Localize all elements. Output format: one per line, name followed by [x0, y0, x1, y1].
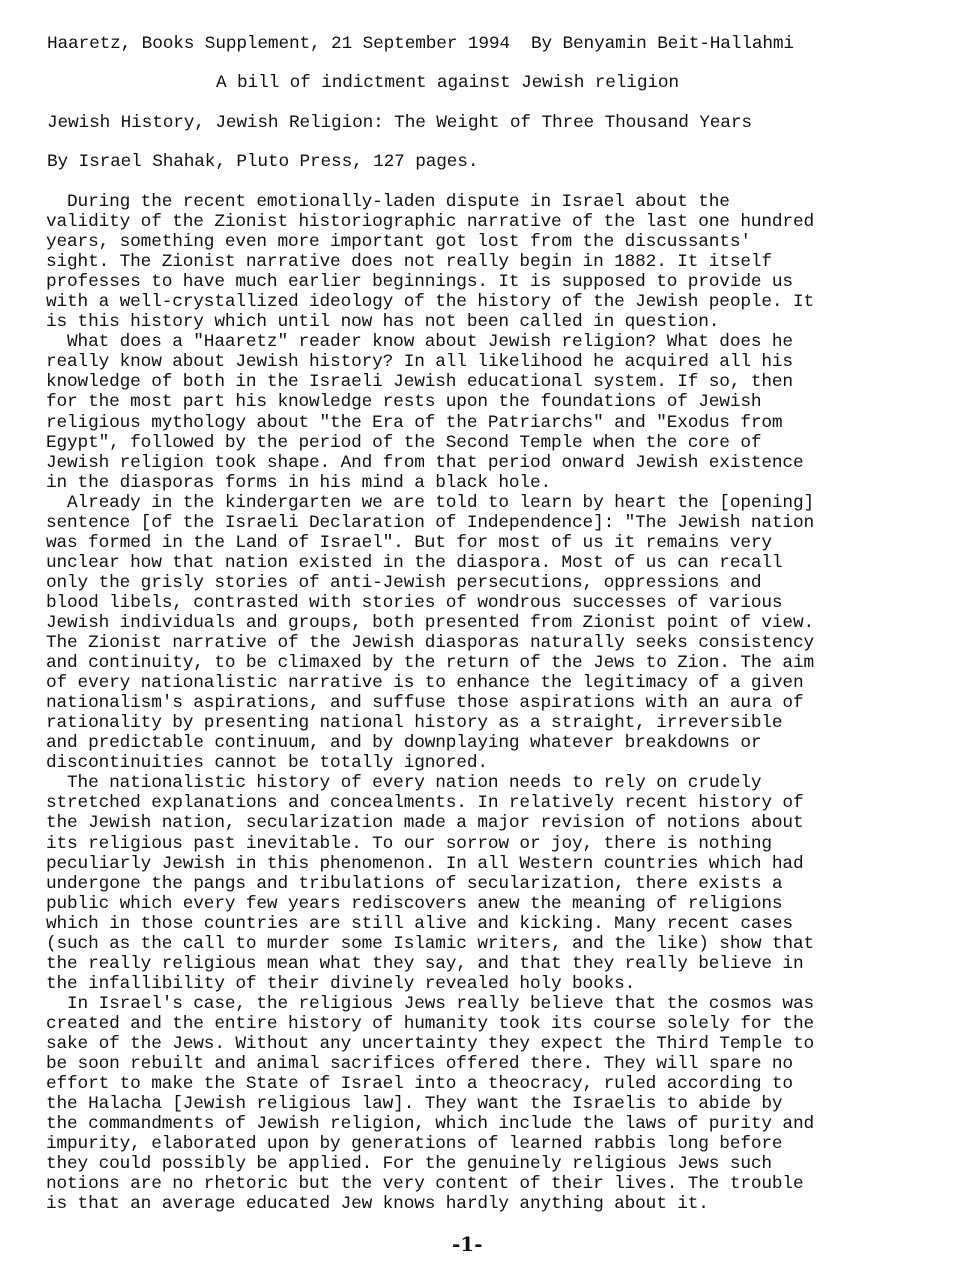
body-line: was formed in the Land of Israel". But for most of us it remains very	[46, 532, 772, 553]
body-line: rationality by presenting national history as a straight, irreversible	[46, 713, 783, 734]
body-line: they could possibly be applied. For the genuinely religious Jews such	[46, 1154, 772, 1175]
body-line: the Jewish nation, secularization made a major revision of notions about	[46, 813, 804, 834]
body-line: sake of the Jews. Without any uncertainty they expect the Third Temple to	[46, 1033, 814, 1054]
body-line: During the recent emotionally-laden dispute in Israel about the	[46, 192, 730, 212]
book-author: By Israel Shahak, Pluto Press, 127 pages.	[47, 152, 479, 172]
body-line: The nationalistic history of every nation needs to rely on crudely	[46, 773, 762, 794]
body-line: the Halacha [Jewish religious law]. They want the Israelis to abide by	[46, 1094, 783, 1115]
body-line: effort to make the State of Israel into a theocracy, ruled according to	[46, 1074, 793, 1095]
article-title: A bill of indictment against Jewish religion	[216, 73, 679, 93]
body-line: sentence [of the Israeli Declaration of Independence]: "The Jewish nation	[46, 512, 814, 533]
body-line: peculiarly Jewish in this phenomenon. In all Western countries which had	[46, 853, 804, 874]
body-line: which in those countries are still alive and kicking. Many recent cases	[46, 913, 793, 934]
body-line: nationalism's aspirations, and suffuse those aspirations with an aura of	[46, 693, 804, 714]
body-line: validity of the Zionist historiographic narrative of the last one hundred	[46, 212, 814, 233]
body-line: What does a "Haaretz" reader know about Jewish religion? What does he	[46, 332, 793, 353]
body-line: sight. The Zionist narrative does not really begin in 1882. It itself	[46, 252, 772, 273]
body-line: knowledge of both in the Israeli Jewish educational system. If so, then	[46, 372, 793, 393]
body-line: for the most part his knowledge rests upon the foundations of Jewish	[46, 392, 762, 413]
body-line: years, something even more important got lost from the discussants'	[46, 232, 751, 253]
body-line: in the diasporas forms in his mind a black hole.	[46, 472, 551, 493]
body-line: impurity, elaborated upon by generations of learned rabbis long before	[46, 1134, 783, 1155]
body-line: undergone the pangs and tribulations of secularization, there exists a	[46, 873, 783, 894]
body-line: The Zionist narrative of the Jewish diasporas naturally seeks consistency	[46, 633, 814, 654]
body-line: Jewish individuals and groups, both presented from Zionist point of view.	[46, 612, 814, 633]
article-byline: Haaretz, Books Supplement, 21 September 1994 By Benyamin Beit-Hallahmi	[47, 34, 794, 54]
book-title: Jewish History, Jewish Religion: The Weight of Three Thousand Years	[47, 113, 752, 133]
body-line: created and the entire history of humanity took its course solely for the	[46, 1013, 814, 1034]
body-line: Already in the kindergarten we are told to learn by heart the [opening]	[46, 492, 814, 513]
body-line: be soon rebuilt and animal sacrifices offered there. They will spare no	[46, 1054, 793, 1075]
body-line: its religious past inevitable. To our sorrow or joy, there is nothing	[46, 833, 772, 854]
page-number: -1-	[452, 1232, 483, 1256]
body-line: notions are no rhetoric but the very content of their lives. The trouble	[46, 1174, 804, 1195]
body-line: stretched explanations and concealments. In relatively recent history of	[46, 793, 804, 814]
body-line: the infallibility of their divinely revealed holy books.	[46, 973, 636, 994]
body-line: is this history which until now has not been called in question.	[46, 312, 720, 333]
body-line: public which every few years rediscovers anew the meaning of religions	[46, 893, 783, 914]
body-line: is that an average educated Jew knows hardly anything about it.	[46, 1194, 709, 1215]
body-line: of every nationalistic narrative is to enhance the legitimacy of a given	[46, 673, 804, 694]
body-line: blood libels, contrasted with stories of wondrous successes of various	[46, 592, 783, 613]
body-line: Egypt", followed by the period of the Second Temple when the core of	[46, 432, 762, 453]
body-line: discontinuities cannot be totally ignored.	[46, 753, 488, 774]
body-line: and predictable continuum, and by downplaying whatever breakdowns or	[46, 733, 762, 754]
body-line: really know about Jewish history? In all likelihood he acquired all his	[46, 352, 793, 373]
body-line: the commandments of Jewish religion, which include the laws of purity and	[46, 1114, 814, 1135]
article-body	[46, 192, 946, 1214]
body-line: professes to have much earlier beginnings. It is supposed to provide us	[46, 272, 793, 293]
body-line: only the grisly stories of anti-Jewish persecutions, oppressions and	[46, 572, 762, 593]
body-line: and continuity, to be climaxed by the return of the Jews to Zion. The aim	[46, 653, 814, 674]
body-line: the really religious mean what they say, and that they really believe in	[46, 953, 804, 974]
body-line: with a well-crystallized ideology of the history of the Jewish people. It	[46, 292, 814, 313]
body-line: religious mythology about "the Era of the Patriarchs" and "Exodus from	[46, 412, 783, 433]
body-line: Jewish religion took shape. And from that period onward Jewish existence	[46, 452, 804, 473]
body-line: In Israel's case, the religious Jews really believe that the cosmos was	[46, 993, 814, 1014]
body-line: unclear how that nation existed in the diaspora. Most of us can recall	[46, 552, 783, 573]
body-line: (such as the call to murder some Islamic writers, and the like) show that	[46, 933, 814, 954]
